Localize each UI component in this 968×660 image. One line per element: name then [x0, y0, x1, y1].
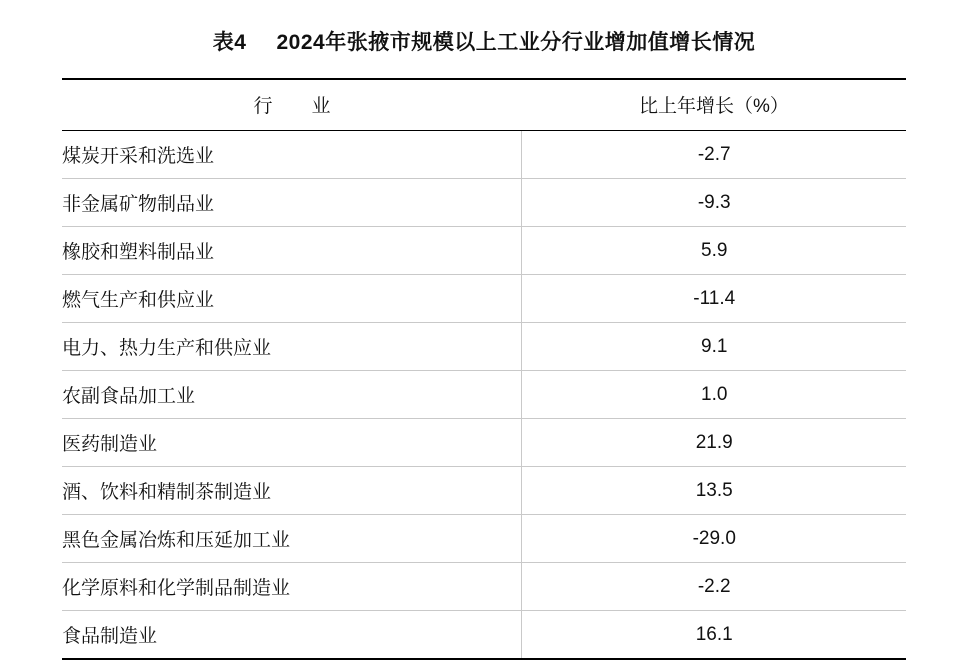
cell-industry-name: 医药制造业 — [62, 419, 522, 467]
cell-industry-name: 非金属矿物制品业 — [62, 179, 522, 227]
table-row — [62, 467, 906, 515]
cell-growth-value: 21.9 — [522, 419, 906, 467]
cell-growth-value: 13.5 — [522, 467, 906, 515]
cell-industry-name: 黑色金属冶炼和压延加工业 — [62, 515, 522, 563]
column-header-growth: 比上年增长（%） — [522, 79, 906, 131]
cell-growth-value: 1.0 — [522, 371, 906, 419]
cell-growth-value: -9.3 — [522, 179, 906, 227]
cell-industry-name: 酒、饮料和精制茶制造业 — [62, 467, 522, 515]
table-row — [62, 419, 906, 467]
table-number: 表4 — [212, 31, 247, 54]
cell-growth-value: 9.1 — [522, 323, 906, 371]
cell-growth-value: 5.9 — [522, 227, 906, 275]
industry-growth-table — [62, 78, 906, 660]
table-row — [62, 323, 906, 371]
table-container — [62, 78, 906, 660]
cell-industry-name: 橡胶和塑料制品业 — [62, 227, 522, 275]
table-header — [62, 79, 906, 131]
cell-industry-name: 化学原料和化学制品制造业 — [62, 563, 522, 611]
cell-industry-name: 煤炭开采和洗选业 — [62, 131, 522, 179]
table-row — [62, 371, 906, 419]
cell-growth-value: -2.7 — [522, 131, 906, 179]
table-row — [62, 515, 906, 563]
table-body — [62, 131, 906, 660]
column-header-industry: 行 业 — [62, 79, 522, 131]
cell-industry-name: 农副食品加工业 — [62, 371, 522, 419]
table-row — [62, 179, 906, 227]
cell-growth-value: -11.4 — [522, 275, 906, 323]
page-title — [0, 0, 968, 78]
table-row — [62, 611, 906, 660]
cell-growth-value: -2.2 — [522, 563, 906, 611]
cell-industry-name: 食品制造业 — [62, 611, 522, 660]
table-row — [62, 275, 906, 323]
cell-industry-name: 电力、热力生产和供应业 — [62, 323, 522, 371]
cell-growth-value: 16.1 — [522, 611, 906, 660]
cell-industry-name: 燃气生产和供应业 — [62, 275, 522, 323]
table-row — [62, 563, 906, 611]
table-title-text: 2024年张掖市规模以上工业分行业增加值增长情况 — [276, 31, 756, 54]
table-row — [62, 131, 906, 179]
cell-growth-value: -29.0 — [522, 515, 906, 563]
table-row — [62, 227, 906, 275]
table-header-row — [62, 79, 906, 131]
